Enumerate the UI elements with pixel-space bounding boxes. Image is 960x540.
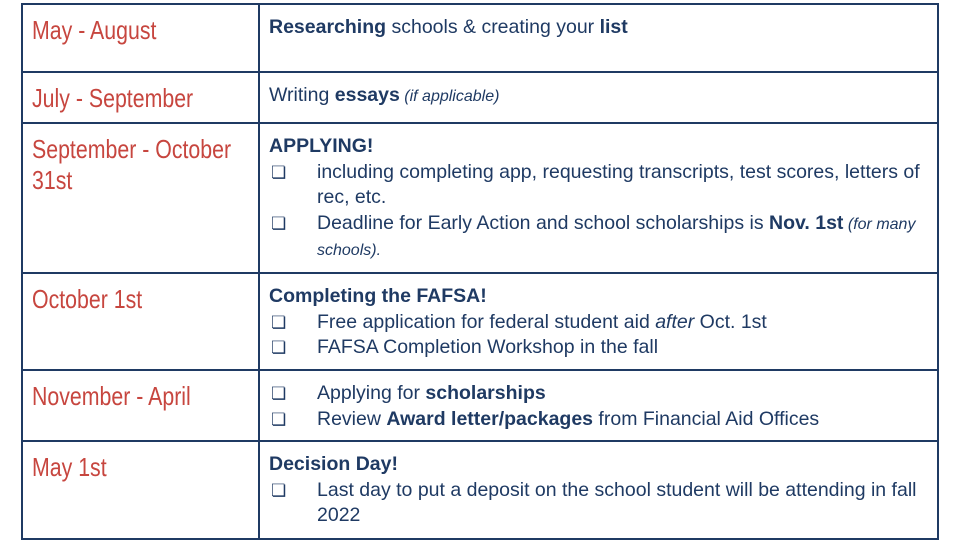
date-label: October 1st [32, 284, 143, 314]
timeline-row [22, 441, 938, 539]
text: Applying for [317, 382, 426, 404]
text: schools & creating your [386, 16, 600, 38]
checklist [269, 381, 929, 432]
timeline-row [22, 273, 938, 370]
checkbox-icon: ❏ [271, 338, 287, 357]
description-cell [259, 273, 938, 370]
date-cell [22, 123, 259, 273]
timeline-row [22, 4, 938, 72]
bold-text: essays [334, 84, 400, 106]
date-label: November - April [32, 381, 191, 411]
row-heading: Completing the FAFSA! [269, 285, 487, 307]
checkbox-icon: ❏ [271, 384, 287, 403]
bold-text: list [599, 16, 628, 38]
row-heading: APPLYING! [269, 135, 374, 157]
text: including completing app, requesting transcripts, test scores, letters of rec, etc. [317, 160, 920, 208]
date-cell [22, 441, 259, 539]
text: Free application for federal student aid [317, 310, 656, 333]
list-item [269, 160, 929, 211]
checklist [269, 310, 929, 361]
row-heading: Decision Day! [269, 453, 398, 475]
bold-text: Award letter/packages [386, 407, 594, 430]
checkbox-icon: ❏ [271, 162, 287, 182]
bold-text: scholarships [425, 382, 546, 404]
timeline-row [22, 123, 938, 273]
description-cell [259, 370, 938, 441]
text: FAFSA Completion Workshop in the fall [317, 336, 659, 358]
description-cell [259, 123, 938, 273]
timeline-table [21, 3, 939, 540]
list-item [269, 211, 929, 264]
checkbox-icon: ❏ [271, 213, 287, 233]
text: Deadline for Early Action and school scholarships is [317, 211, 769, 234]
date-cell [22, 273, 259, 370]
description-cell [259, 441, 938, 539]
bold-text: Researching [269, 16, 387, 38]
bold-text: Nov. 1st [769, 211, 844, 234]
checklist [269, 160, 929, 264]
description-cell [259, 72, 938, 123]
date-label: July - September [32, 83, 194, 113]
list-item [269, 310, 929, 336]
list-item [269, 335, 929, 361]
timeline-row [22, 370, 938, 441]
checkbox-icon: ❏ [271, 480, 287, 500]
text: Writing [269, 84, 335, 106]
checkbox-icon: ❏ [271, 409, 287, 429]
list-item [269, 381, 929, 407]
date-label: May 1st [32, 452, 107, 482]
note-text: (if applicable) [399, 88, 500, 105]
list-item [269, 478, 929, 529]
italic-text: after [655, 310, 695, 333]
date-label: May - August [32, 15, 157, 45]
date-label: September - October 31st [32, 134, 232, 195]
description-cell [259, 4, 938, 72]
note-text: (for many schools). [317, 215, 916, 259]
text: from Financial Aid Offices [593, 407, 820, 430]
date-cell [22, 4, 259, 72]
date-cell [22, 370, 259, 441]
text: Review [317, 407, 387, 430]
checkbox-icon: ❏ [271, 312, 287, 332]
timeline-row [22, 72, 938, 123]
text: Last day to put a deposit on the school student will be attending in fall 2022 [317, 478, 917, 526]
list-item [269, 407, 929, 433]
date-cell [22, 72, 259, 123]
checklist [269, 478, 929, 529]
text: Oct. 1st [694, 310, 767, 333]
